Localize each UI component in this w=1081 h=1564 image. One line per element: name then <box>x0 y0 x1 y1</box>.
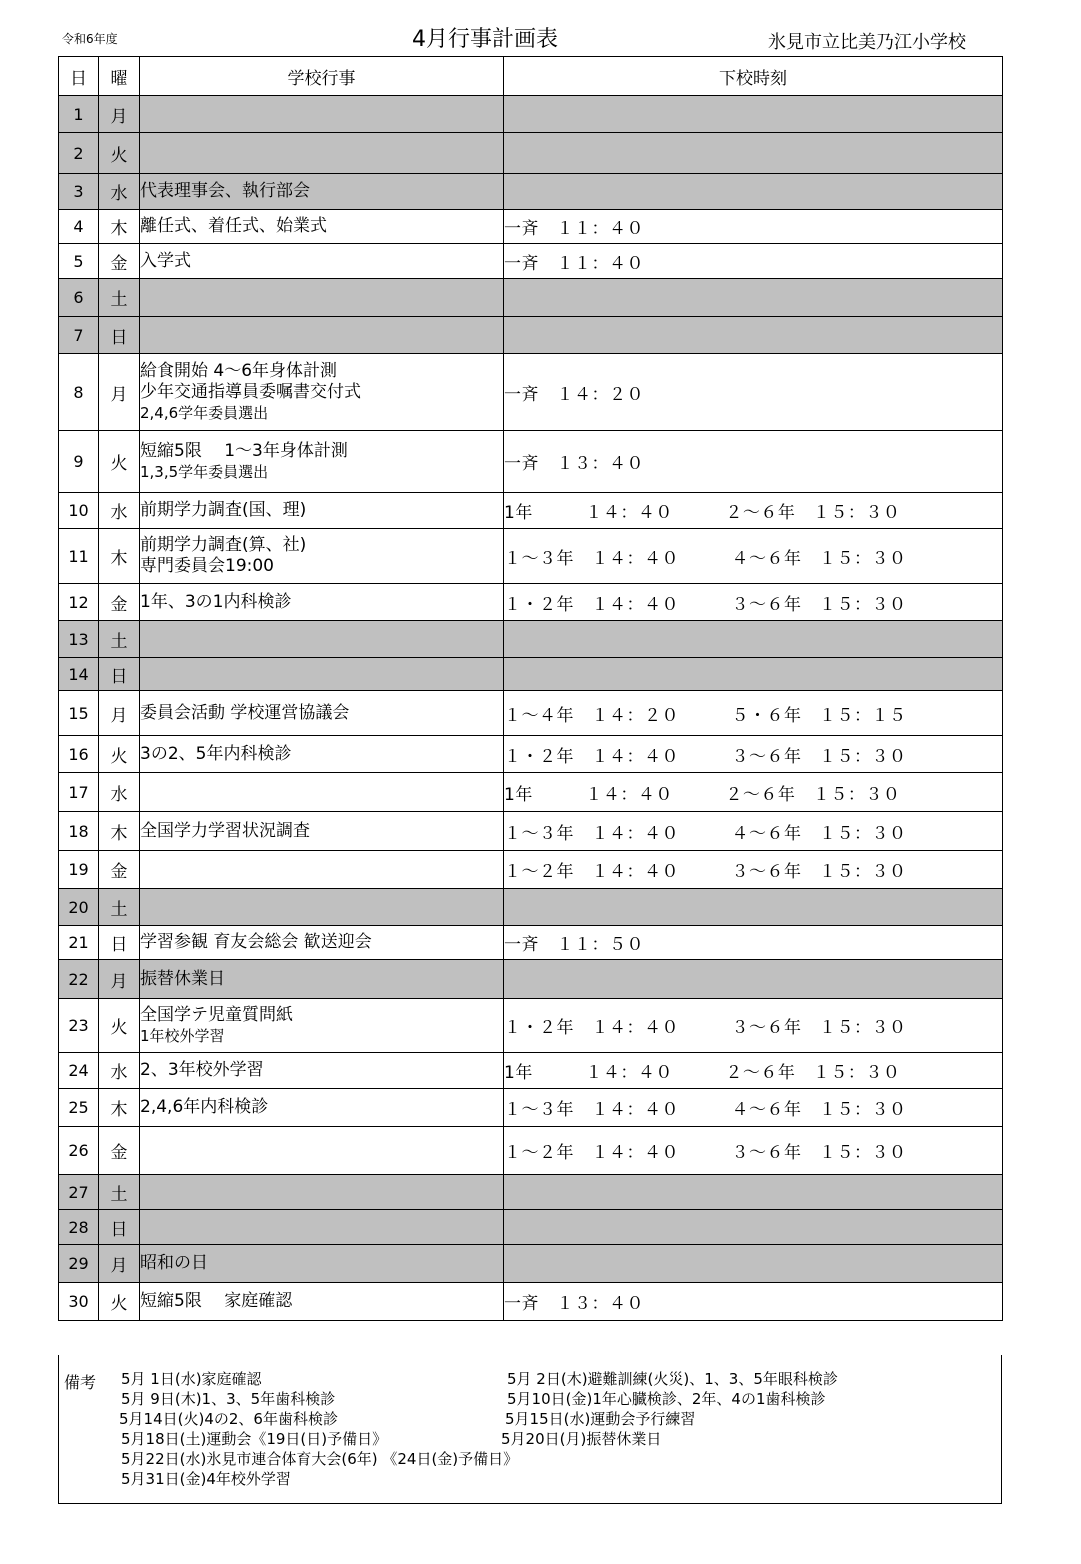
day-cell: 19 <box>59 851 99 889</box>
day-cell: 11 <box>59 529 99 584</box>
weekday-cell: 日 <box>99 1210 140 1245</box>
table-row <box>59 431 1003 493</box>
events-cell <box>140 999 504 1053</box>
weekday-cell: 火 <box>99 1283 140 1321</box>
weekday-cell: 日 <box>99 317 140 354</box>
school-name: 氷見市立比美乃江小学校 <box>768 32 966 53</box>
table-row <box>59 1053 1003 1089</box>
notes-section <box>58 1355 1002 1504</box>
weekday-cell: 金 <box>99 584 140 621</box>
weekday-cell: 火 <box>99 999 140 1053</box>
event-line: 2,4,6年内科検診 <box>140 1097 269 1117</box>
weekday-cell: 水 <box>99 493 140 529</box>
note-item: 5月 2日(木)避難訓練(火災)、1、3、5年眼科検診 <box>507 1370 838 1388</box>
events-cell <box>140 736 504 773</box>
table-row <box>59 736 1003 773</box>
table-row <box>59 584 1003 621</box>
day-cell: 23 <box>59 999 99 1053</box>
table-row <box>59 1127 1003 1175</box>
weekday-cell: 木 <box>99 1089 140 1127</box>
events-cell <box>140 812 504 851</box>
weekday-cell: 月 <box>99 354 140 431</box>
dismissal-cell: 一斉 １４：２０ <box>504 354 1003 431</box>
weekday-cell: 土 <box>99 621 140 658</box>
events-cell <box>140 851 504 889</box>
events-cell <box>140 1245 504 1283</box>
weekday-cell: 土 <box>99 1175 140 1210</box>
event-line: 少年交通指導員委嘱書交付式 <box>140 381 361 402</box>
dismissal-cell <box>504 279 1003 317</box>
dismissal-cell <box>504 889 1003 926</box>
day-cell: 15 <box>59 691 99 736</box>
era-year: 令和6年度 <box>62 32 118 46</box>
event-line: 1年校外学習 <box>140 1026 225 1045</box>
day-cell: 29 <box>59 1245 99 1283</box>
col-header-day: 日 <box>59 57 99 96</box>
day-cell: 8 <box>59 354 99 431</box>
col-header-weekday: 曜 <box>99 57 140 96</box>
weekday-cell: 火 <box>99 133 140 174</box>
event-line: 1,3,5学年委員選出 <box>140 462 269 481</box>
event-line: 2,4,6学年委員選出 <box>140 403 269 422</box>
table-row <box>59 96 1003 133</box>
events-cell <box>140 1089 504 1127</box>
day-cell: 16 <box>59 736 99 773</box>
events-cell <box>140 1283 504 1321</box>
event-line: 委員会活動 学校運営協議会 <box>140 702 350 723</box>
dismissal-cell <box>504 133 1003 174</box>
events-cell <box>140 1053 504 1089</box>
table-row <box>59 1245 1003 1283</box>
table-row <box>59 354 1003 431</box>
day-cell: 1 <box>59 96 99 133</box>
day-cell: 24 <box>59 1053 99 1089</box>
note-item: 5月15日(水)運動会予行練習 <box>505 1410 696 1428</box>
events-cell <box>140 354 504 431</box>
note-item: 5月22日(水)氷見市連合体育大会(6年) 《24日(金)予備日》 <box>121 1450 519 1468</box>
event-line: 専門委員会19:00 <box>140 556 274 576</box>
table-row <box>59 1283 1003 1321</box>
day-cell: 17 <box>59 773 99 812</box>
weekday-cell: 水 <box>99 1053 140 1089</box>
table-row <box>59 889 1003 926</box>
events-cell <box>140 210 504 244</box>
schedule-body <box>59 96 1003 1321</box>
dismissal-cell <box>504 96 1003 133</box>
header-row <box>59 57 1003 96</box>
dismissal-cell <box>504 1210 1003 1245</box>
table-row <box>59 926 1003 960</box>
event-line: 3の2、5年内科検診 <box>140 743 292 764</box>
events-cell <box>140 244 504 279</box>
table-row <box>59 133 1003 174</box>
event-line: 短縮5限 家庭確認 <box>140 1291 293 1311</box>
events-cell <box>140 926 504 960</box>
dismissal-cell: １～３年 １４：４０ ４～６年 １５：３０ <box>504 529 1003 584</box>
dismissal-cell: １～３年 １４：４０ ４～６年 １５：３０ <box>504 812 1003 851</box>
table-row <box>59 529 1003 584</box>
events-cell <box>140 773 504 812</box>
dismissal-cell: １・２年 １４：４０ ３～６年 １５：３０ <box>504 736 1003 773</box>
note-item: 5月18日(土)運動会《19日(日)予備日》 <box>121 1430 388 1448</box>
events-cell <box>140 431 504 493</box>
event-line: 2、3年校外学習 <box>140 1060 264 1080</box>
event-line: 全国学力学習状況調査 <box>140 820 310 841</box>
note-item: 5月 9日(木)1、3、5年歯科検診 <box>121 1390 336 1408</box>
weekday-cell: 水 <box>99 174 140 210</box>
weekday-cell: 月 <box>99 960 140 999</box>
day-cell: 28 <box>59 1210 99 1245</box>
day-cell: 30 <box>59 1283 99 1321</box>
dismissal-cell: １～４年 １４：２０ ５・６年 １５：１５ <box>504 691 1003 736</box>
dismissal-cell <box>504 1245 1003 1283</box>
events-cell <box>140 691 504 736</box>
dismissal-cell: １・２年 １４：４０ ３～６年 １５：３０ <box>504 584 1003 621</box>
event-line: 学習参観 育友会総会 歓送迎会 <box>140 932 372 952</box>
events-cell <box>140 96 504 133</box>
event-line: 全国学テ児童質問紙 <box>140 1004 293 1025</box>
dismissal-cell <box>504 658 1003 691</box>
day-cell: 25 <box>59 1089 99 1127</box>
event-line: 振替休業日 <box>140 968 225 989</box>
event-line: 1年、3の1内科検診 <box>140 591 292 612</box>
day-cell: 27 <box>59 1175 99 1210</box>
table-row <box>59 621 1003 658</box>
events-cell <box>140 889 504 926</box>
events-cell <box>140 529 504 584</box>
dismissal-cell: １・２年 １４：４０ ３～６年 １５：３０ <box>504 999 1003 1053</box>
weekday-cell: 日 <box>99 926 140 960</box>
day-cell: 4 <box>59 210 99 244</box>
day-cell: 20 <box>59 889 99 926</box>
event-line: 昭和の日 <box>140 1253 208 1273</box>
dismissal-cell: 一斉 １３：４０ <box>504 1283 1003 1321</box>
dismissal-cell <box>504 621 1003 658</box>
dismissal-cell: 一斉 １１：４０ <box>504 244 1003 279</box>
table-row <box>59 999 1003 1053</box>
dismissal-cell: １～２年 １４：４０ ３～６年 １５：３０ <box>504 1127 1003 1175</box>
page-title: 4月行事計画表 <box>412 27 558 52</box>
dismissal-cell: 一斉 １３：４０ <box>504 431 1003 493</box>
day-cell: 21 <box>59 926 99 960</box>
weekday-cell: 火 <box>99 736 140 773</box>
day-cell: 7 <box>59 317 99 354</box>
table-row <box>59 691 1003 736</box>
day-cell: 26 <box>59 1127 99 1175</box>
note-item: 5月14日(火)4の2、6年歯科検診 <box>119 1410 338 1428</box>
table-row <box>59 1089 1003 1127</box>
day-cell: 14 <box>59 658 99 691</box>
weekday-cell: 金 <box>99 1127 140 1175</box>
day-cell: 10 <box>59 493 99 529</box>
events-cell <box>140 621 504 658</box>
dismissal-cell <box>504 174 1003 210</box>
day-cell: 6 <box>59 279 99 317</box>
weekday-cell: 日 <box>99 658 140 691</box>
note-item: 5月20日(月)振替休業日 <box>501 1430 662 1448</box>
day-cell: 13 <box>59 621 99 658</box>
event-line: 代表理事会、執行部会 <box>140 181 310 201</box>
events-cell <box>140 1175 504 1210</box>
weekday-cell: 月 <box>99 1245 140 1283</box>
table-row <box>59 244 1003 279</box>
weekday-cell: 金 <box>99 244 140 279</box>
events-cell <box>140 317 504 354</box>
day-cell: 12 <box>59 584 99 621</box>
events-cell <box>140 658 504 691</box>
col-header-dismissal: 下校時刻 <box>504 57 1003 96</box>
weekday-cell: 木 <box>99 210 140 244</box>
note-item: 5月10日(金)1年心臓検診、2年、4の1歯科検診 <box>507 1390 826 1408</box>
events-cell <box>140 133 504 174</box>
table-row <box>59 812 1003 851</box>
weekday-cell: 月 <box>99 691 140 736</box>
table-row <box>59 493 1003 529</box>
day-cell: 9 <box>59 431 99 493</box>
event-line: 短縮5限 1～3年身体計測 <box>140 440 348 461</box>
table-row <box>59 851 1003 889</box>
dismissal-cell: １～２年 １４：４０ ３～６年 １５：３０ <box>504 851 1003 889</box>
table-row <box>59 174 1003 210</box>
weekday-cell: 月 <box>99 96 140 133</box>
events-cell <box>140 1210 504 1245</box>
weekday-cell: 木 <box>99 812 140 851</box>
dismissal-cell <box>504 960 1003 999</box>
note-item: 5月 1日(水)家庭確認 <box>121 1370 262 1388</box>
note-item: 5月31日(金)4年校外学習 <box>121 1470 291 1488</box>
dismissal-cell: 一斉 １１：５０ <box>504 926 1003 960</box>
day-cell: 18 <box>59 812 99 851</box>
day-cell: 22 <box>59 960 99 999</box>
notes-label: 備考 <box>64 1373 97 1392</box>
weekday-cell: 金 <box>99 851 140 889</box>
weekday-cell: 土 <box>99 889 140 926</box>
weekday-cell: 木 <box>99 529 140 584</box>
table-row <box>59 773 1003 812</box>
dismissal-cell: 1年 １４：４０ ２～６年 １５：３０ <box>504 493 1003 529</box>
dismissal-cell: 1年 １４：４０ ２～６年 １５：３０ <box>504 773 1003 812</box>
table-row <box>59 317 1003 354</box>
event-line: 給食開始 4～6年身体計測 <box>140 360 338 381</box>
events-cell <box>140 493 504 529</box>
weekday-cell: 水 <box>99 773 140 812</box>
dismissal-cell: 1年 １４：４０ ２～６年 １５：３０ <box>504 1053 1003 1089</box>
table-row <box>59 279 1003 317</box>
table-row <box>59 210 1003 244</box>
table-row <box>59 960 1003 999</box>
table-row <box>59 1175 1003 1210</box>
event-line: 前期学力調査(算、社) <box>140 535 307 555</box>
weekday-cell: 土 <box>99 279 140 317</box>
dismissal-cell: 一斉 １１：４０ <box>504 210 1003 244</box>
dismissal-cell <box>504 1175 1003 1210</box>
events-cell <box>140 279 504 317</box>
schedule-table <box>58 56 1003 1321</box>
events-cell <box>140 174 504 210</box>
dismissal-cell <box>504 317 1003 354</box>
events-cell <box>140 1127 504 1175</box>
event-line: 入学式 <box>140 250 191 271</box>
col-header-events: 学校行事 <box>140 57 504 96</box>
events-cell <box>140 584 504 621</box>
events-cell <box>140 960 504 999</box>
table-row <box>59 1210 1003 1245</box>
weekday-cell: 火 <box>99 431 140 493</box>
day-cell: 5 <box>59 244 99 279</box>
day-cell: 3 <box>59 174 99 210</box>
table-row <box>59 658 1003 691</box>
event-line: 前期学力調査(国、理) <box>140 500 307 520</box>
day-cell: 2 <box>59 133 99 174</box>
dismissal-cell: １～３年 １４：４０ ４～６年 １５：３０ <box>504 1089 1003 1127</box>
event-line: 離任式、着任式、始業式 <box>140 216 327 236</box>
